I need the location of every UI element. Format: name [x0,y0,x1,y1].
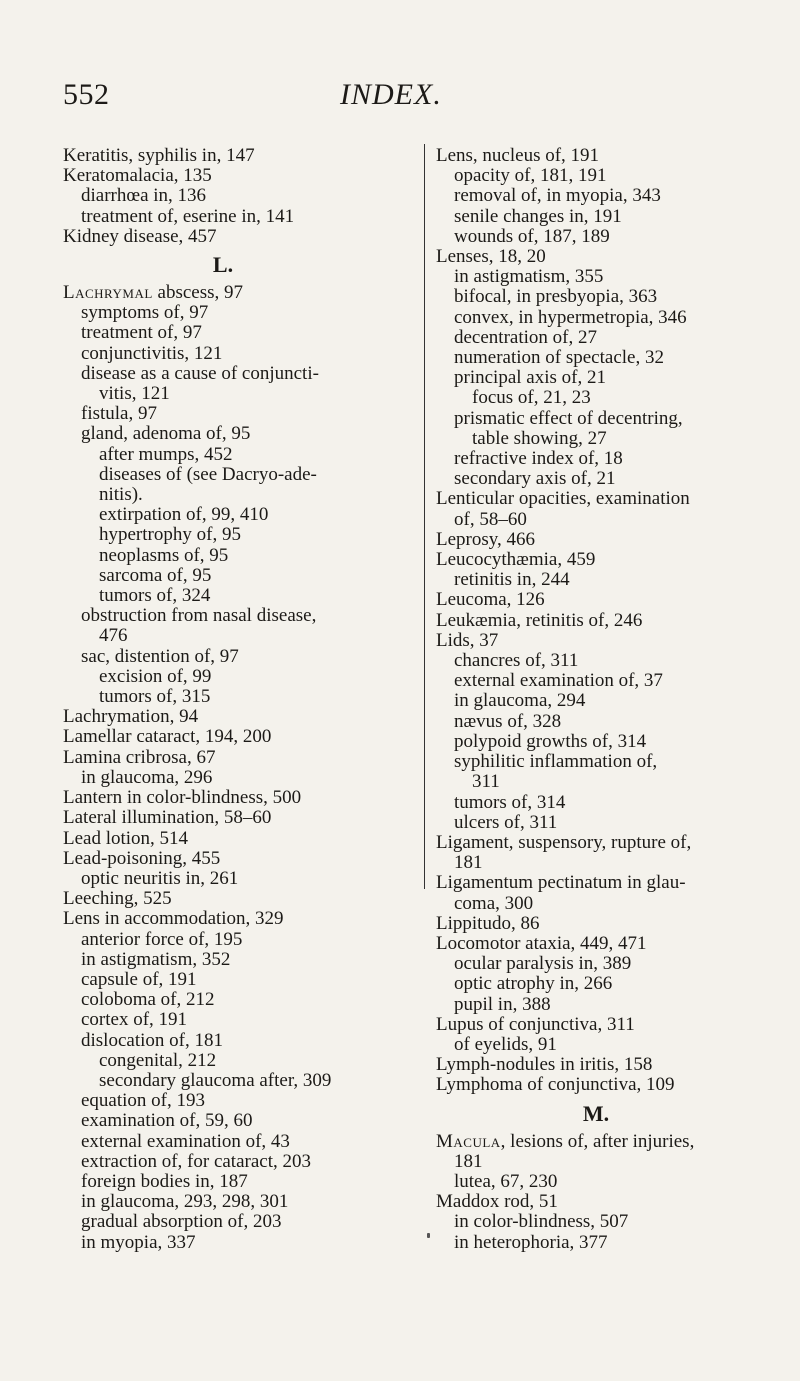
entry-heading-word: Lachrymal [63,282,153,304]
index-subentry: principal axis of, 21 [454,367,606,389]
index-subentry: prismatic effect of decentring, [454,407,683,429]
index-subentry: 181 [454,1150,483,1172]
index-subentry: conjunctivitis, 121 [81,342,223,364]
index-subentry: in myopia, 337 [81,1231,196,1253]
index-entry: Kidney disease, 457 [63,225,217,247]
index-entry: Leeching, 525 [63,888,172,910]
index-entry-continuation: congenital, 212 [99,1049,217,1071]
index-subentry: 181 [454,852,483,874]
index-subentry: opacity of, 181, 191 [454,165,607,187]
index-subentry: secondary axis of, 21 [454,468,616,490]
index-column-right [436,146,756,1253]
index-entry-continuation: 476 [99,625,128,647]
column-divider [424,144,425,889]
index-entry: Lens in accommodation, 329 [63,908,284,930]
index-entry: Lamina cribrosa, 67 [63,746,216,768]
index-entry: Lenticular opacities, examination [436,488,690,510]
index-entry-continuation: excision of, 99 [99,665,212,687]
index-subentry: treatment of, 97 [81,322,202,344]
index-entry: Keratitis, syphilis in, 147 [63,145,255,166]
index-column-left [63,146,383,1253]
index-subentry: retinitis in, 244 [454,569,570,591]
index-subentry: in astigmatism, 355 [454,266,604,288]
index-subentry: optic neuritis in, 261 [81,867,239,889]
index-entry: Lateral illumination, 58–60 [63,807,272,829]
index-subentry: optic atrophy in, 266 [454,973,613,995]
index-entry-continuation: nitis). [99,484,143,506]
index-entry: Leprosy, 466 [436,528,536,550]
index-subentry: tumors of, 314 [454,791,566,813]
index-subentry: ulcers of, 311 [454,811,558,833]
index-subentry: refractive index of, 18 [454,448,623,470]
index-entry: Lupus of conjunctiva, 311 [436,1013,635,1035]
index-subentry: polypoid growths of, 314 [454,730,647,752]
index-entry-continuation: extirpation of, 99, 410 [99,504,269,526]
index-subentry: obstruction from nasal disease, [81,605,317,627]
index-entry: Locomotor ataxia, 449, 471 [436,932,647,954]
index-subentry: fistula, 97 [81,403,157,425]
index-entry: Ligamentum pectinatum in glau- [436,872,686,894]
index-entry: Lenses, 18, 20 [436,246,546,268]
index-subentry: chancres of, 311 [454,650,579,672]
index-subentry: diarrhœa in, 136 [81,185,207,207]
index-subentry: equation of, 193 [81,1090,206,1112]
index-subentry: gradual absorption of, 203 [81,1211,282,1233]
index-subentry: examination of, 59, 60 [81,1110,253,1132]
index-subentry: numeration of spectacle, 32 [454,347,664,369]
index-subentry: removal of, in myopia, 343 [454,185,661,207]
index-subentry: decentration of, 27 [454,326,597,348]
index-subentry: external examination of, 37 [454,670,663,692]
index-subentry: symptoms of, 97 [81,302,209,324]
index-subentry: convex, in hypermetropia, 346 [454,306,687,328]
index-subentry: ocular paralysis in, 389 [454,953,632,975]
index-entry-continuation: tumors of, 324 [99,585,211,607]
index-subentry: of eyelids, 91 [454,1033,557,1055]
index-entry: Lymphoma of conjunctiva, 109 [436,1074,675,1096]
index-subentry: lutea, 67, 230 [454,1170,558,1192]
index-entry-continuation: focus of, 21, 23 [472,387,591,409]
index-subentry: in glaucoma, 293, 298, 301 [81,1191,289,1213]
index-entry-continuation: sarcoma of, 95 [99,564,212,586]
index-subentry: in glaucoma, 296 [81,766,213,788]
index-subentry: coma, 300 [454,892,534,914]
index-subentry: dislocation of, 181 [81,1029,223,1051]
index-entry: Leucoma, 126 [436,589,545,611]
index-entry: Lippitudo, 86 [436,912,540,934]
index-entry: Leukæmia, retinitis of, 246 [436,609,643,631]
index-entry: Lead lotion, 514 [63,827,189,849]
index-subentry: capsule of, 191 [81,968,197,990]
entry-text: abscess, 97 [157,282,244,304]
index-entry: Lantern in color-blindness, 500 [63,787,302,809]
index-entry: Ligament, suspensory, rupture of, [436,831,692,853]
index-subentry: treatment of, eserine in, 141 [81,205,295,227]
index-subentry: disease as a cause of conjuncti- [81,362,319,384]
index-subentry: pupil in, 388 [454,993,551,1015]
index-subentry: coloboma of, 212 [81,989,215,1011]
index-entry-continuation: neoplasms of, 95 [99,544,229,566]
index-subentry: extraction of, for cataract, 203 [81,1150,311,1172]
index-subentry: senile changes in, 191 [454,205,622,227]
index-subentry: gland, adenoma of, 95 [81,423,251,445]
entry-heading-word: Macula [436,1130,501,1152]
index-subentry: foreign bodies in, 187 [81,1170,248,1192]
index-subentry: sac, distention of, 97 [81,645,239,667]
index-entry: Maddox rod, 51 [436,1191,558,1213]
index-entry [63,283,383,303]
index-entry-continuation: 311 [472,771,500,793]
index-entry-continuation: tumors of, 315 [99,686,211,708]
page-number: 552 [63,78,110,111]
index-subentry: syphilitic inflammation of, [454,751,658,773]
index-entry-continuation: diseases of (see Dacryo-ade- [99,463,317,485]
index-entry: Lymph-nodules in iritis, 158 [436,1054,653,1076]
index-entry: Keratomalacia, 135 [63,165,212,187]
index-subentry: anterior force of, 195 [81,928,243,950]
index-subentry: in glaucoma, 294 [454,690,586,712]
section-letter: L. [212,252,234,278]
index-subentry: bifocal, in presbyopia, 363 [454,286,658,308]
index-subentry: external examination of, 43 [81,1130,290,1152]
index-entry-continuation: after mumps, 452 [99,443,233,465]
index-entry-continuation: hypertrophy of, 95 [99,524,241,546]
page-title: INDEX. [340,78,442,111]
index-entry: Leucocythæmia, 459 [436,549,596,571]
index-entry: Lamellar cataract, 194, 200 [63,726,272,748]
index-subentry: cortex of, 191 [81,1009,188,1031]
section-letter: M. [582,1100,610,1126]
index-entry: Lids, 37 [436,629,499,651]
index-subentry: wounds of, 187, 189 [454,225,610,247]
index-entry-continuation: vitis, 121 [99,383,170,405]
index-entry-continuation: table showing, 27 [472,427,607,449]
index-entry: Lachrymation, 94 [63,706,199,728]
index-subentry: in heterophoria, 377 [454,1231,608,1253]
index-entry: Lead-poisoning, 455 [63,847,221,869]
print-speck [427,1233,430,1238]
index-subentry: in color-blindness, 507 [454,1211,629,1233]
index-entry-continuation: secondary glaucoma after, 309 [99,1069,332,1091]
entry-text: , lesions of, after injuries, [500,1130,695,1152]
index-entry: Lens, nucleus of, 191 [436,145,600,166]
index-subentry: of, 58–60 [454,508,527,530]
index-entry [436,1132,756,1152]
index-subentry: in astigmatism, 352 [81,948,231,970]
index-subentry: nævus of, 328 [454,710,562,732]
